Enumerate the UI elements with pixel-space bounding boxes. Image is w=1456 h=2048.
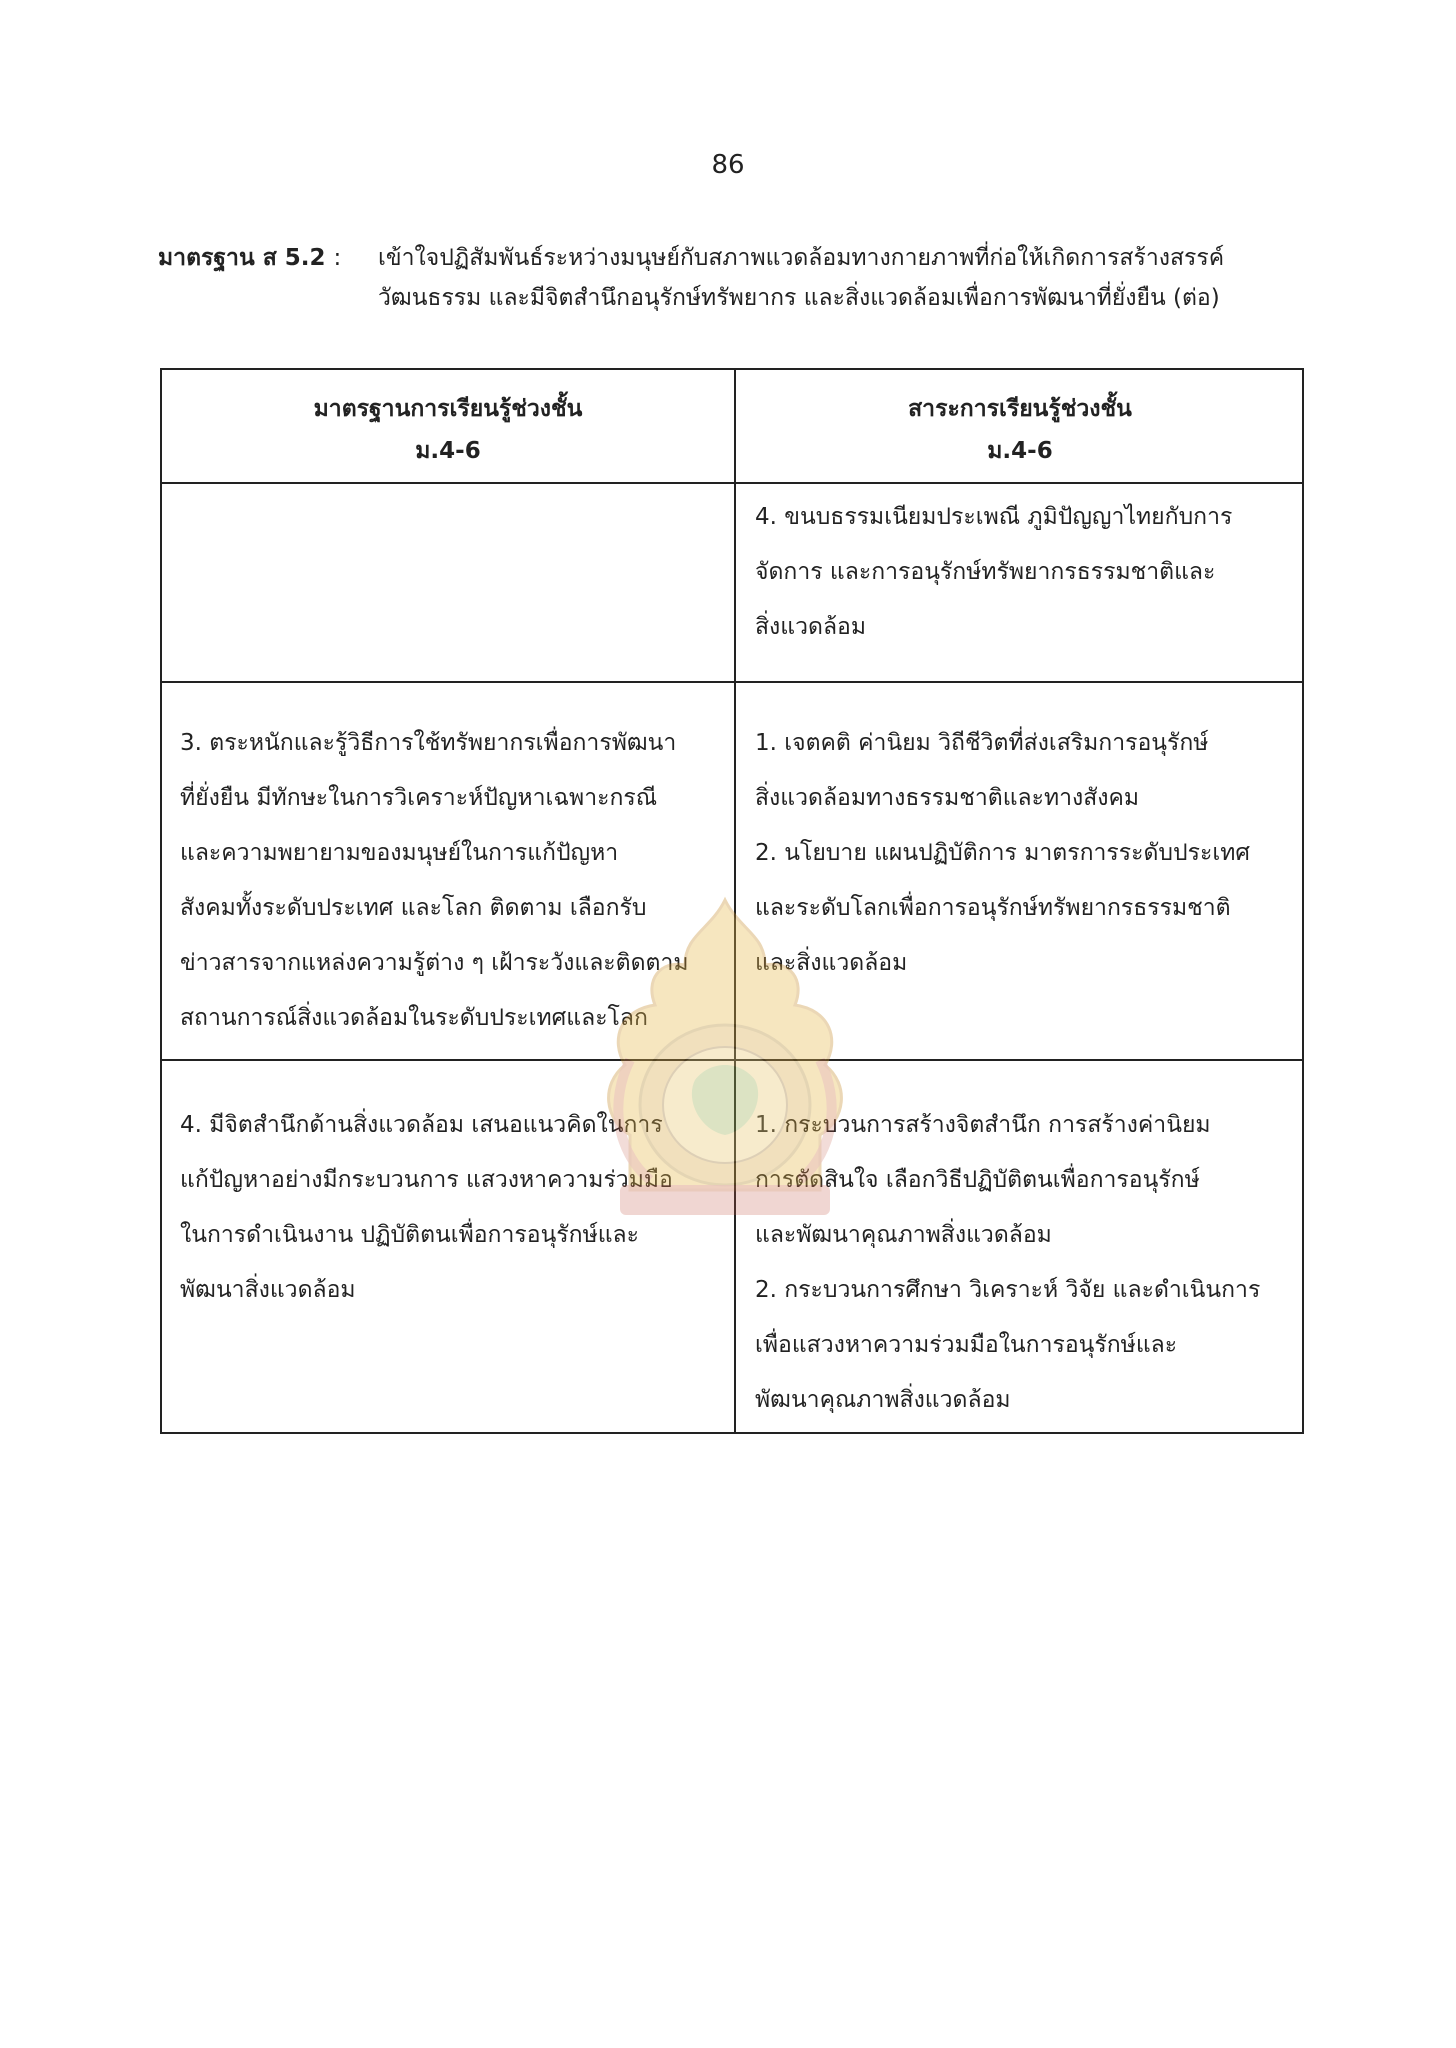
cell-line: สังคมทั้งระดับประเทศ และโลก ติดตาม เลือกรับ [180, 895, 647, 921]
cell-line: 3. ตระหนักและรู้วิธีการใช้ทรัพยากรเพื่อการพัฒนา [180, 730, 677, 756]
cell-line: แก้ปัญหาอย่างมีกระบวนการ แสวงหาความร่วมมือ [180, 1167, 673, 1193]
cell-line: 1. กระบวนการสร้างจิตสำนึก การสร้างค่านิยม [755, 1112, 1211, 1138]
standard-line: วัฒนธรรม และมีจิตสำนึกอนุรักษ์ทรัพยากร และสิ่งแวดล้อมเพื่อการพัฒนาที่ยั่งยืน (ต่อ) [378, 285, 1220, 311]
header-learning-standards: มาตรฐานการเรียนรู้ช่วงชั้น ม.4-6 [313, 396, 583, 464]
standard-label: มาตรฐาน ส 5.2 : [158, 245, 342, 271]
cell-line: สิ่งแวดล้อม [755, 614, 867, 640]
cell-line: จัดการ และการอนุรักษ์ทรัพยากรธรรมชาติและ [755, 559, 1216, 585]
standard-description [378, 238, 1308, 318]
emblem-watermark-icon [590, 890, 860, 1230]
row1-content-cell [755, 490, 1285, 655]
cell-line: ในการดำเนินงาน ปฏิบัติตนเพื่อการอนุรักษ์และ [180, 1222, 640, 1248]
cell-line: และพัฒนาคุณภาพสิ่งแวดล้อม [755, 1222, 1052, 1248]
standard-heading [158, 238, 1308, 318]
cell-line: พัฒนาสิ่งแวดล้อม [180, 1277, 356, 1303]
row-divider [162, 681, 1302, 683]
row-divider [162, 482, 1302, 484]
header-learning-content: สาระการเรียนรู้ช่วงชั้น ม.4-6 [908, 396, 1132, 464]
cell-line: เพื่อแสวงหาความร่วมมือในการอนุรักษ์และ [755, 1332, 1178, 1358]
cell-line: 2. นโยบาย แผนปฏิบัติการ มาตรการระดับประเทศ [755, 840, 1250, 866]
cell-line: ที่ยั่งยืน มีทักษะในการวิเคราะห์ปัญหาเฉพาะกรณี [180, 785, 658, 811]
standard-line: เข้าใจปฏิสัมพันธ์ระหว่างมนุษย์กับสภาพแวดล้อมทางกายภาพที่ก่อให้เกิดการสร้างสรรค์ [378, 245, 1225, 271]
cell-line: 2. กระบวนการศึกษา วิเคราะห์ วิจัย และดำเนินการ [755, 1277, 1261, 1303]
cell-line: 1. เจตคติ ค่านิยม วิถีชีวิตที่ส่งเสริมการอนุรักษ์ [755, 730, 1209, 756]
cell-line: พัฒนาคุณภาพสิ่งแวดล้อม [755, 1387, 1011, 1413]
cell-line: และสิ่งแวดล้อม [755, 950, 908, 976]
cell-line: และระดับโลกเพื่อการอนุรักษ์ทรัพยากรธรรมชาติ [755, 895, 1231, 921]
cell-line: 4. ขนบธรรมเนียมประเพณี ภูมิปัญญาไทยกับการ [755, 504, 1233, 530]
cell-line: ข่าวสารจากแหล่งความรู้ต่าง ๆ เฝ้าระวังและติดตาม [180, 950, 689, 976]
cell-line: การตัดสินใจ เลือกวิธีปฏิบัติตนเพื่อการอนุรักษ์ [755, 1167, 1200, 1193]
cell-line: และความพยายามของมนุษย์ในการแก้ปัญหา [180, 840, 619, 866]
cell-line: 4. มีจิตสำนึกด้านสิ่งแวดล้อม เสนอแนวคิดในการ [180, 1112, 663, 1138]
cell-line: สถานการณ์สิ่งแวดล้อมในระดับประเทศและโลก [180, 1005, 648, 1031]
cell-line: สิ่งแวดล้อมทางธรรมชาติและทางสังคม [755, 785, 1140, 811]
page-number: 86 [711, 150, 745, 180]
